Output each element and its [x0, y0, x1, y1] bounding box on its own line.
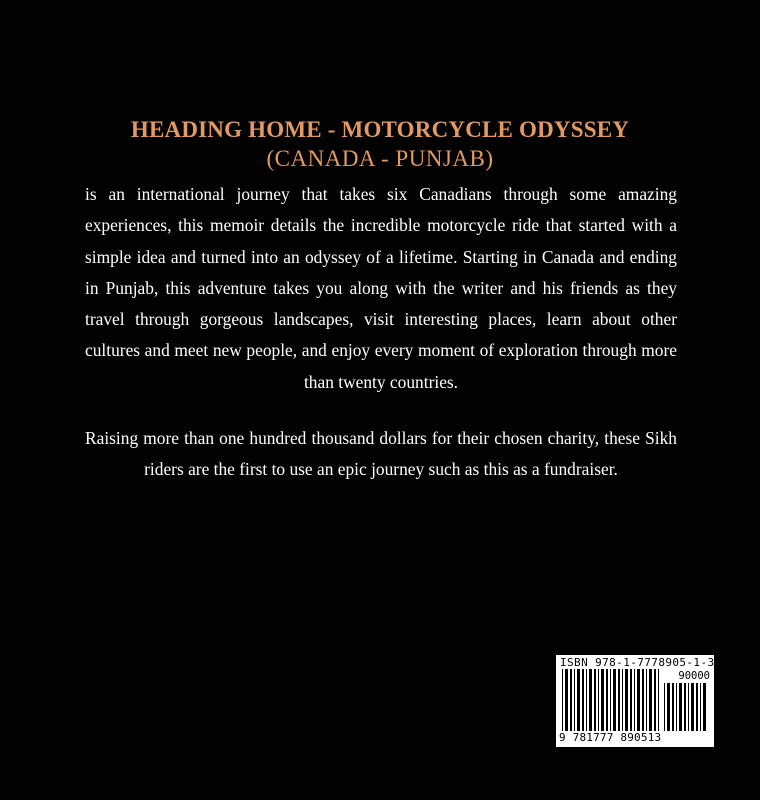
- book-subtitle: (CANADA - PUNJAB): [266, 146, 494, 171]
- book-title: HEADING HOME - MOTORCYCLE ODYSSEY: [130, 117, 630, 142]
- ean-digits: 9 781777 890513: [559, 731, 662, 744]
- isbn-label: ISBN 978-1-7778905-1-3: [560, 656, 714, 669]
- isbn-barcode: [556, 655, 714, 747]
- price-code: 90000: [678, 670, 710, 682]
- blurb-paragraph-1: is an international journey that takes six Canadians through some amazing experiences, this memoir details the incredible motorcycle ride that started with a simple idea and turned into an odyssey of a lifetime. Starting in Canada and ending in Punjab, this adventure takes you along with the writer and his friends as they travel through gorgeous landscapes, visit interesting places, learn about other cultures and meet new people, and enjoy every moment of exploration through more than twenty countries.: [85, 184, 677, 392]
- barcode-addon-bars-icon: [664, 683, 708, 731]
- barcode-bars-icon: [562, 669, 660, 731]
- blurb-paragraph-2: Raising more than one hundred thousand dollars for their chosen charity, these Sikh riders are the first to use an epic journey such as this as a fundraiser.: [85, 428, 677, 480]
